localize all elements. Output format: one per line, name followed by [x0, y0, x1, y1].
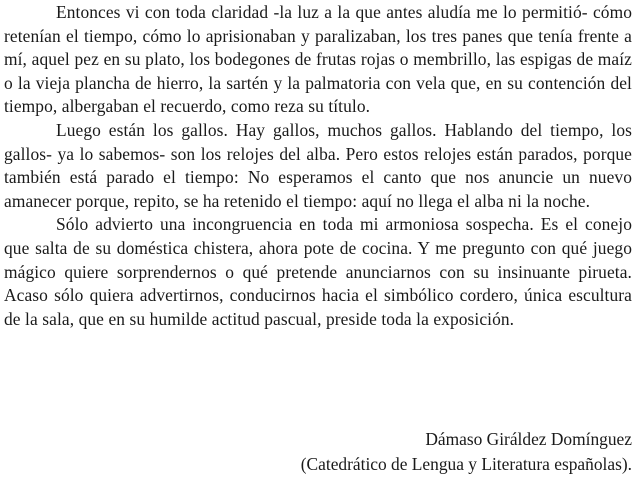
signature-block — [301, 427, 632, 477]
paragraph-2: Luego están los gallos. Hay gallos, muchos gallos. Hablando del tiempo, los gallos- ya lo sabemos- son los relojes del alba. Pero estos relojes están parados, porque también está parado el tiempo: No esperamos el canto que nos anuncie un nuevo amanecer porque, repito, se ha retenido el tiempo: aquí no llega el alba ni la noche. — [4, 119, 632, 211]
document-page — [4, 0, 632, 331]
author-name: Dámaso Giráldez Domínguez — [425, 429, 632, 449]
paragraph-1: Entonces vi con toda claridad -la luz a la que antes aludía me lo permitió- cómo retenían el tiempo, cómo lo aprisionaban y paralizaban, los tres panes que tenía frente a mí, aquel pez en su plato, los bodegones de frutas rojas o membrillo, las espigas de maíz o la vieja plancha de hierro, la sartén y la palmatoria con vela que, en su contención del tiempo, albergaban el recuerdo, como reza su título. — [4, 2, 632, 117]
paragraph-3: Sólo advierto una incongruencia en toda mi armoniosa sospecha. Es el conejo que salta de su doméstica chistera, ahora pote de cocina. Y me pregunto con qué juego mágico quiere sorprendernos o qué pretende anunciarnos con su insinuante pirueta. Acaso sólo quiera advertirnos, conducirnos hacia el simbólico cordero, única escultura de la sala, que en su humilde actitud pascual, preside toda la exposición. — [4, 214, 632, 329]
author-title: (Catedrático de Lengua y Literatura españolas). — [300, 454, 632, 474]
